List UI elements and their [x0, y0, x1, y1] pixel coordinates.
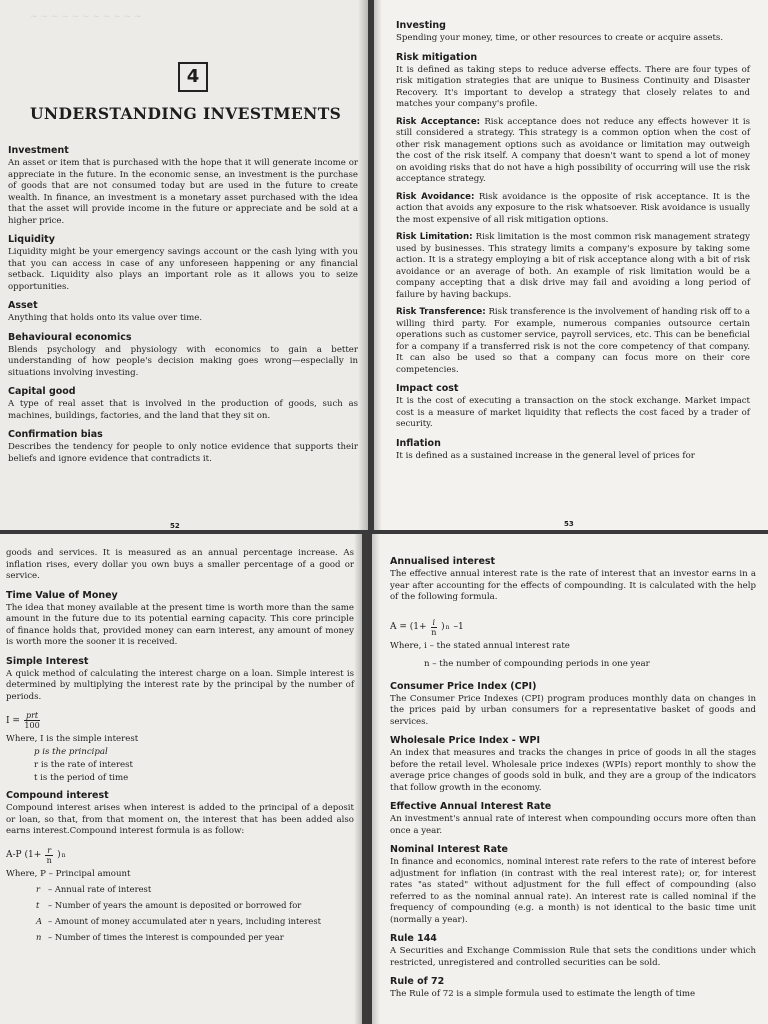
section-text-annualised: The effective annual interest rate is the rate of interest that an investor earns in a year after accounting for the effects of compounding. It is calculated with the help of the following formula.: [390, 569, 756, 602]
section-text-confirmation-bias: Describes the tendency for people to only notice evidence that supports their beliefs and ignore evidence that contradicts it.: [8, 442, 358, 464]
compound-interest-formula: [6, 846, 354, 865]
section-text-behavioural: Blends psychology and physiology with economics to gain a better understanding of how people's decision making goes wrong—especially in situations involving investing.: [8, 344, 358, 378]
section-heading-rule-72: Rule of 72: [390, 976, 445, 987]
risk-limitation-text: Risk limitation is the most common risk management strategy used by businesses. This strategy limits a company's exposure by taking some action. It is a strategy employing a bit of risk acceptance along with a bit of risk avoidance or an average of both. An example of risk limitation would be a company accepting that a disk drive may fail and avoiding a long period of failure by having backups.: [396, 232, 750, 300]
formula-lhs: I =: [6, 715, 20, 726]
section-heading-confirmation-bias: Confirmation bias: [8, 429, 103, 440]
section-text-compound-interest: Compound interest arises when interest is added to the principal of a deposit or loan, so that, from that moment on, the interest that has been added also earns interest.Compound interest formula is as follow:: [6, 803, 354, 836]
formula-exponent: n: [61, 851, 66, 859]
section-heading-time-value: Time Value of Money: [6, 589, 118, 601]
simple-interest-formula: [6, 711, 354, 730]
formula-close: ): [441, 622, 445, 632]
page-number: 52: [170, 522, 180, 530]
gutter-shadow: [374, 0, 382, 530]
simple-interest-where: Where, I is the simple interest: [6, 734, 139, 744]
risk-transference-paragraph: [396, 307, 750, 376]
formula-numerator: r: [47, 845, 52, 855]
formula-numerator: i: [432, 617, 436, 627]
formula-denominator: 100: [24, 721, 40, 730]
formula-fraction: [45, 846, 53, 865]
section-text-investing: Spending your money, time, or other resources to create or acquire assets.: [396, 33, 724, 43]
page-top-right: [374, 0, 768, 530]
gutter-shadow: [358, 0, 368, 530]
risk-acceptance-text: Risk acceptance does not reduce any effects however it is still considered a strategy. This strategy is a common option when the cost of other risk management options such as avoidance or limitation may outweigh the cost of the risk itself. A company that doesn't want to spend a lot of money on avoiding risks that do not have a high possibility of occurring will use the risk acceptance strategy.: [396, 116, 750, 184]
formula-lhs: A = (1+: [390, 622, 427, 632]
def-symbol: n: [36, 931, 42, 942]
annualised-formula: [390, 618, 756, 637]
page-bottom-right: [372, 534, 768, 1024]
formula-denominator: n: [431, 627, 437, 637]
section-heading-investment: Investment: [8, 145, 69, 156]
def-text: – Amount of money accumulated ater n years, including interest: [48, 915, 322, 926]
section-heading-effective-rate: Effective Annual Interest Rate: [390, 801, 552, 812]
formula-fraction: [24, 711, 40, 730]
annualised-where: Where, i – the stated annual interest rate: [390, 640, 570, 651]
annualised-def-n: n – the number of compounding periods in one year: [424, 658, 650, 669]
section-heading-wpi: Wholesale Price Index - WPI: [390, 735, 541, 746]
section-text-risk-mitigation: It is defined as taking steps to reduce adverse effects. There are four types of risk mitigation strategies that are unique to Business Continuity and Disaster Recovery. It's important to develop a strategy that closely relates to and matches your company's profile.: [396, 64, 750, 109]
formula-close: ): [57, 850, 61, 860]
section-text-investment: An asset or item that is purchased with the hope that it will generate income or appreciate in the future. In the economic sense, an investment is the purchase of goods that are not consumed today but are used in the future to create wealth. In finance, an investment is a monetary asset purchased with the idea that the asset will provide income in the future or appreciate and be sold at a higher price.: [8, 158, 358, 226]
section-heading-nominal-rate: Nominal Interest Rate: [390, 844, 508, 855]
section-heading-investing: Investing: [396, 20, 446, 31]
compound-interest-where: Where, P – Principal amount: [6, 868, 131, 879]
section-text-capital-good: A type of real asset that is involved in the production of goods, such as machines, buildings, factories, and the land that they sit on.: [8, 399, 358, 421]
risk-avoidance-label: Risk Avoidance:: [396, 191, 475, 202]
formula-exponent: n: [445, 623, 450, 631]
section-text-liquidity: Liquidity might be your emergency savings account or the cash lying with you that you can access in case of any unforeseen happening or any financial setback. Liquidity also plays an important role as it allows you to seize opportunities.: [8, 247, 358, 292]
section-text-asset: Anything that holds onto its value over time.: [8, 313, 203, 323]
section-heading-risk-mitigation: Risk mitigation: [396, 51, 478, 63]
section-text-simple-interest: A quick method of calculating the interest charge on a loan. Simple interest is determined by multiplying the interest rate by the principal by the number of periods.: [6, 668, 354, 702]
section-text-impact-cost: It is the cost of executing a transaction on the stock exchange. Market impact cost is a measure of market liquidity that reflects the cost faced by a trader of security.: [396, 396, 750, 429]
simple-interest-def-p: p is the principal: [34, 747, 108, 757]
section-text-nominal-rate: In finance and economics, nominal interest rate refers to the rate of interest before adjustment for inflation (in contrast with the real interest rate); or, for interest rates "as stated" without adjustment for the full effect of compounding (also referred to as the nominal annual rate). An interest rate is called nominal if the frequency of compounding (e.g. a month) is not identical to the basic time unit (normally a year).: [390, 857, 756, 925]
gutter-shadow: [372, 534, 380, 1024]
def-symbol: r: [36, 883, 41, 894]
section-text-cpi: The Consumer Price Indexes (CPI) program produces monthly data on changes in the prices paid by urban consumers for a representative basket of goods and services.: [390, 693, 756, 727]
formula-tail: –1: [453, 622, 464, 632]
chapter-title: UNDERSTANDING INVESTMENTS: [30, 104, 342, 123]
page-top-left: [0, 0, 368, 530]
page-number: 53: [564, 520, 574, 528]
formula-fraction: [431, 618, 438, 637]
bleed-through-text: ~ ~ ~ ~ ~ ~ ~ ~ ~ ~ ~: [30, 12, 142, 22]
section-heading-asset: Asset: [8, 300, 38, 311]
compound-def-r: [36, 884, 354, 895]
formula-numerator: prt: [25, 711, 39, 720]
compound-def-n: [36, 932, 354, 943]
page-bottom-left: [0, 534, 362, 1024]
compound-def-t: [36, 900, 354, 911]
section-text-effective-rate: An investment's annual rate of interest when compounding occurs more often than once a year.: [390, 814, 756, 836]
def-symbol: A: [36, 915, 43, 926]
section-heading-impact-cost: Impact cost: [396, 383, 459, 394]
section-heading-rule-144: Rule 144: [390, 933, 437, 944]
def-symbol: t: [36, 899, 40, 910]
risk-limitation-label: Risk Limitation:: [396, 232, 473, 242]
inflation-continuation: goods and services. It is measured as an annual percentage increase. As inflation rises, every dollar you own buys a smaller percentage of a good or service.: [6, 548, 354, 581]
formula-denominator: n: [46, 855, 52, 865]
section-heading-annualised: Annualised interest: [390, 556, 496, 567]
def-text: – Number of times the interest is compounded per year: [48, 931, 284, 942]
section-text-rule-72: The Rule of 72 is a simple formula used to estimate the length of time: [390, 989, 696, 999]
section-heading-capital-good: Capital good: [8, 386, 76, 397]
compound-def-a: [36, 916, 354, 927]
section-heading-inflation: Inflation: [396, 437, 441, 449]
risk-transference-text: Risk transference is the involvement of handing risk off to a willing third party. For example, numerous companies outsource certain operations such as customer service, payroll services, etc. This can be beneficial for a company if a transferred risk is not the core competency of that company. It can also be used so that a company can focus more on their core competencies.: [396, 307, 750, 375]
risk-acceptance-label: Risk Acceptance:: [396, 116, 481, 127]
section-heading-compound-interest: Compound interest: [6, 790, 109, 801]
gutter-shadow: [354, 534, 362, 1024]
section-heading-cpi: Consumer Price Index (CPI): [390, 680, 537, 692]
def-text: – Annual rate of interest: [48, 883, 152, 894]
section-heading-behavioural: Behavioural economics: [8, 331, 132, 343]
formula-lhs: A-P (1+: [6, 850, 42, 860]
section-text-rule-144: A Securities and Exchange Commission Rule that sets the conditions under which restricted, unregistered and controlled securities can be sold.: [390, 946, 756, 968]
risk-acceptance-paragraph: [396, 117, 750, 186]
risk-limitation-paragraph: [396, 232, 750, 301]
simple-interest-def-r: r is the rate of interest: [34, 760, 134, 770]
section-text-time-value: The idea that money available at the present time is worth more than the same amount in the future due to its potential earning capacity. This core principle of finance holds that, provided money can earn interest, any amount of money is worth more the sooner it is received.: [6, 602, 354, 647]
section-text-inflation: It is defined as a sustained increase in the general level of prices for: [396, 450, 695, 461]
risk-avoidance-text: Risk avoidance is the opposite of risk acceptance. It is the action that avoids any exposure to the risk whatsoever. Risk avoidance is usually the most expensive of all risk mitigation options.: [396, 191, 750, 225]
def-text: – Number of years the amount is deposited or borrowed for: [48, 899, 302, 910]
section-text-wpi: An index that measures and tracks the changes in price of goods in all the stages before the retail level. Wholesale price indexes (WPIs) report monthly to show the average price changes of goods sold in bulk, and they are a group of the indicators that follow growth in the economy.: [390, 748, 756, 793]
section-heading-simple-interest: Simple Interest: [6, 655, 89, 667]
section-heading-liquidity: Liquidity: [8, 234, 55, 245]
risk-avoidance-paragraph: [396, 192, 750, 227]
risk-transference-label: Risk Transference:: [396, 307, 486, 317]
chapter-number: 4: [178, 62, 208, 92]
simple-interest-def-t: t is the period of time: [34, 773, 129, 783]
